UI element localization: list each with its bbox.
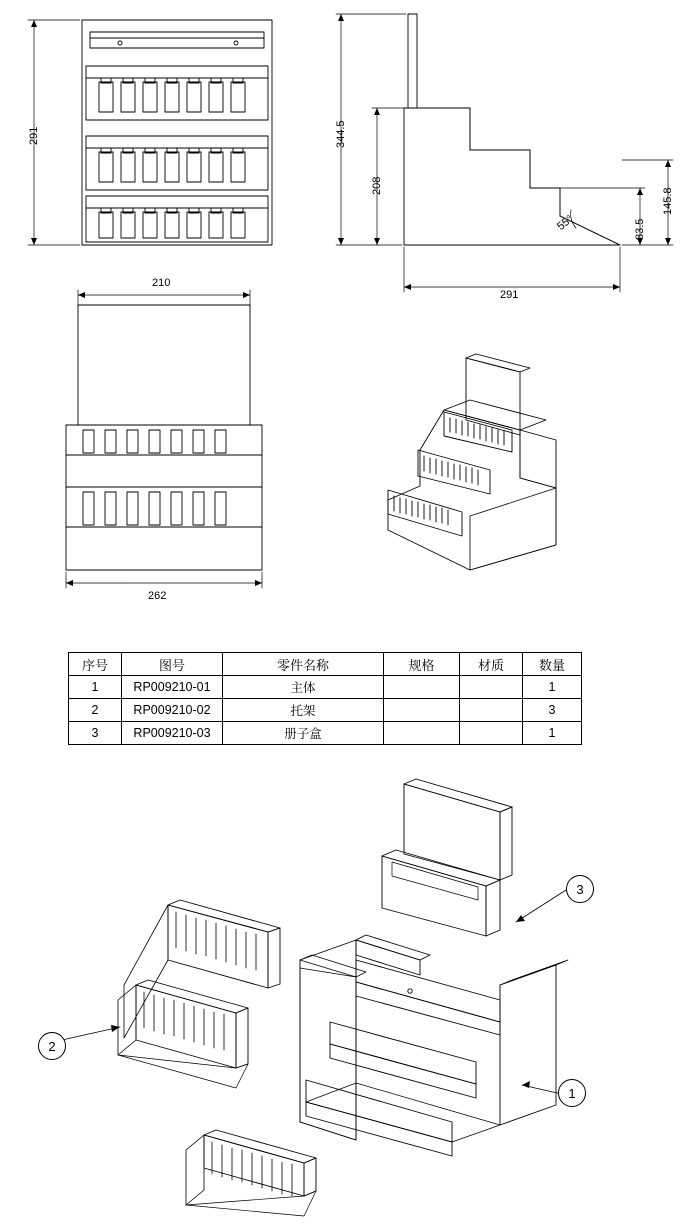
balloon-3: 3 xyxy=(566,875,594,903)
parts-table-cell: 3 xyxy=(523,699,582,722)
top-view-dimensions xyxy=(66,290,262,588)
dim-side-width: 291 xyxy=(500,289,519,301)
top-view-geometry xyxy=(66,305,262,570)
side-view-geometry xyxy=(404,14,620,245)
parts-table-cell: RP009210-01 xyxy=(122,676,223,699)
dim-side-body-height: 208 xyxy=(371,176,383,195)
parts-table-header-cell: 规格 xyxy=(384,653,460,676)
parts-table-header-cell: 序号 xyxy=(69,653,122,676)
parts-table-cell: 主体 xyxy=(223,676,384,699)
parts-table-cell xyxy=(384,722,460,745)
parts-table-cell xyxy=(384,699,460,722)
parts-table-cell xyxy=(460,722,523,745)
front-view-geometry xyxy=(82,20,272,245)
table-row xyxy=(69,676,582,699)
parts-table-cell: 1 xyxy=(69,676,122,699)
parts-table-header-cell: 数量 xyxy=(523,653,582,676)
dim-top-width-inner: 210 xyxy=(152,277,171,289)
parts-table xyxy=(68,652,582,745)
balloon-1: 1 xyxy=(558,1079,586,1107)
exploded-view-geometry xyxy=(62,779,568,1216)
parts-table-cell: RP009210-03 xyxy=(122,722,223,745)
dim-side-right-height: 145.8 xyxy=(662,187,674,215)
parts-table-cell: 1 xyxy=(523,722,582,745)
parts-table-cell: 册子盒 xyxy=(223,722,384,745)
balloon-2: 2 xyxy=(38,1032,66,1060)
parts-table-cell: 1 xyxy=(523,676,582,699)
dim-front-height: 291 xyxy=(28,126,40,145)
dim-side-small-height: 83.5 xyxy=(634,218,646,240)
parts-table-cell: 2 xyxy=(69,699,122,722)
dim-side-angle: 55° xyxy=(555,213,576,233)
parts-table-cell xyxy=(384,676,460,699)
dim-top-width-outer: 262 xyxy=(148,590,167,602)
table-row xyxy=(69,722,582,745)
dim-side-total-height: 344.5 xyxy=(335,120,347,148)
side-view-dimensions xyxy=(336,14,673,292)
parts-table-cell: RP009210-02 xyxy=(122,699,223,722)
parts-table-header-cell: 图号 xyxy=(122,653,223,676)
parts-table-cell: 托架 xyxy=(223,699,384,722)
parts-table-cell xyxy=(460,699,523,722)
parts-table-header-cell: 材质 xyxy=(460,653,523,676)
isometric-view-geometry xyxy=(388,354,556,570)
table-row xyxy=(69,699,582,722)
parts-table-header-cell: 零件名称 xyxy=(223,653,384,676)
parts-table-cell xyxy=(460,676,523,699)
parts-table-cell: 3 xyxy=(69,722,122,745)
parts-table-header-row xyxy=(69,653,582,676)
